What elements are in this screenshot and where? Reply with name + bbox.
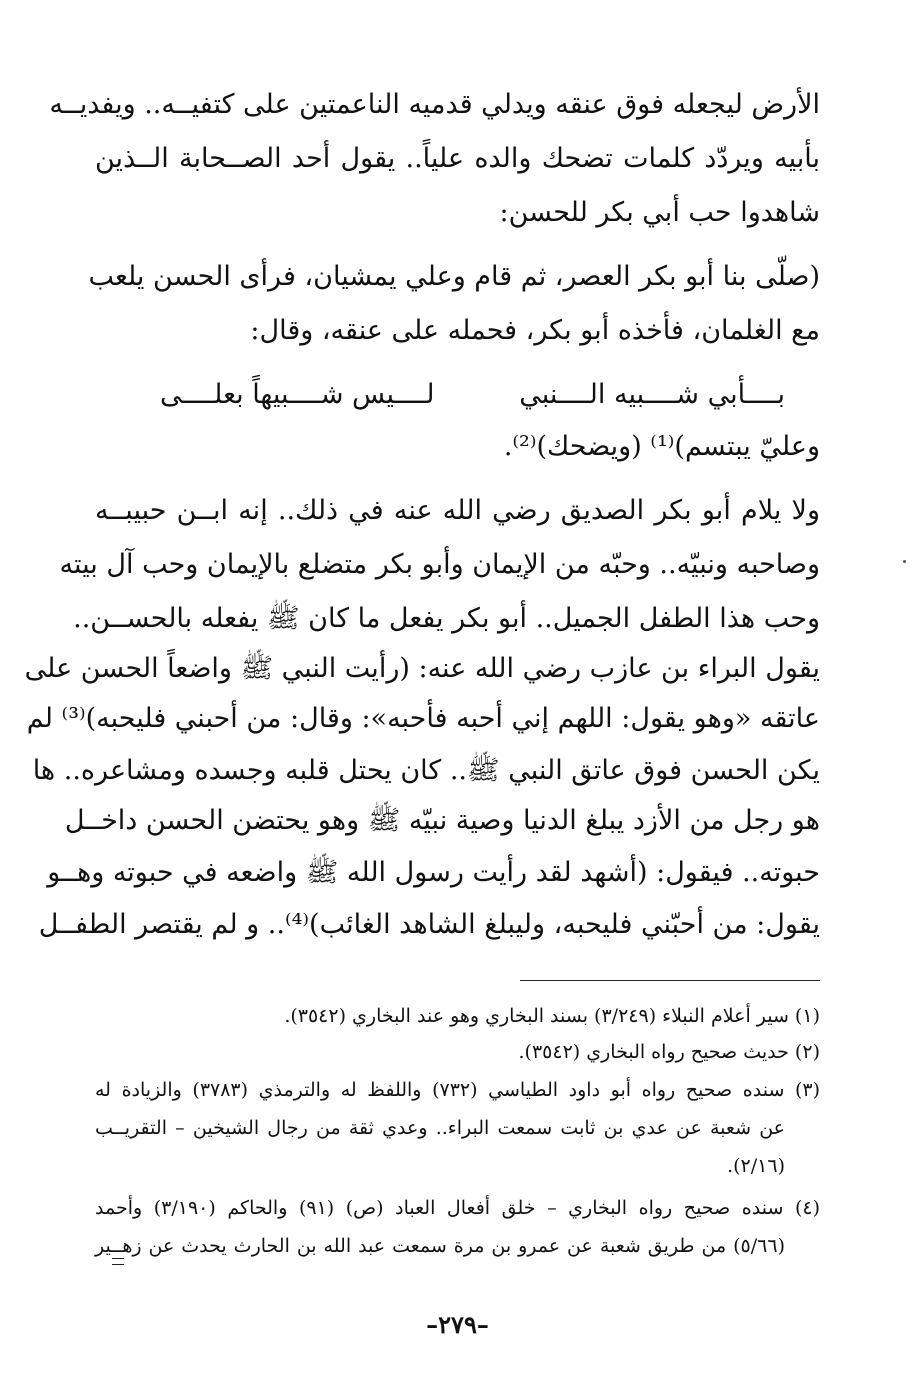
footnote-separator (520, 980, 820, 981)
footnote-line: (٥/٦٦) من طريق شعبة عن عمرو بن مرة سمعت عبد الله بن الحارث يحدث عن زهــير (95, 1235, 785, 1257)
body-line: يقول: من أحبّني فليحبه، وليبلغ الشاهد الغائب)⁽⁴⁾.. و لم يقتصر الطفــل (38, 909, 820, 940)
body-line: مع الغلمان، فأخذه أبو بكر، فحمله على عنقه، وقال: (250, 315, 820, 346)
body-line: بأبيه ويردّد كلمات تضحك والده علياً.. يقول أحد الصــحابة الــذين (95, 143, 820, 174)
verse-hemistich-first: بــــأبي شــــبيه الــــنبي (519, 379, 785, 410)
body-line: يقول البراء بن عازب رضي الله عنه: (رأيت النبي ﷺ واضعاً الحسن على (24, 653, 820, 684)
margin-dot (903, 560, 906, 563)
body-line: وحب هذا الطفل الجميل.. أبو بكر يفعل ما كان ﷺ يفعله بالحســن.. (73, 603, 820, 634)
body-line: شاهدوا حب أبي بكر للحسن: (499, 197, 820, 228)
footnote-line: (٢) حديث صحيح رواه البخاري (٣٥٤٢). (518, 1041, 820, 1063)
body-line: هو رجل من الأزد يبلغ الدنيا وصية نبيّه ﷺ وهو يحتضن الحسن داخــل (64, 805, 820, 836)
body-line: وصاحبه ونبيّه.. وحبّه من الإيمان وأبو بكر متضلع بالإيمان وحب آل بيته (59, 549, 820, 580)
verse-closing-line: وعليّ يبتسم)⁽¹⁾ (ويضحك)⁽²⁾. (503, 431, 820, 462)
verse-hemistich-second: لــــيس شــــبيهاً بعلــــى (160, 379, 435, 410)
continuation-mark (112, 1258, 124, 1265)
footnote-line: (١) سير أعلام النبلاء (٣/٢٤٩) بسند البخاري وهو عند البخاري (٣٥٤٢). (284, 1005, 820, 1027)
body-line: عاتقه «وهو يقول: اللهم إني أحبه فأحبه»: وقال: من أحبني فليحبه)⁽³⁾ لم (26, 703, 820, 734)
body-line: يكن الحسن فوق عاتق النبي ﷺ.. كان يحتل قلبه وجسده ومشاعره.. ها (32, 755, 820, 786)
body-line: ولا يلام أبو بكر الصديق رضي الله عنه في ذلك.. إنه ابــن حبيبــه (95, 495, 820, 526)
body-line: حبوته.. فيقول: (أشهد لقد رأيت رسول الله ﷺ واضعه في حبوته وهــو (47, 857, 820, 888)
body-line: (صلّى بنا أبو بكر العصر، ثم قام وعلي يمشيان، فرأى الحسن يلعب (88, 261, 820, 292)
page-number: –٢٧٩– (426, 1310, 489, 1339)
body-line: الأرض ليجعله فوق عنقه ويدلي قدميه الناعمتين على كتفيــه.. ويفديــه (49, 89, 820, 120)
footnote-line: (٣) سنده صحيح رواه أبو داود الطياسي (٧٣٢) واللفظ له والترمذي (٣٧٨٣) والزيادة له (95, 1079, 821, 1101)
footnote-line: عن شعبة عن عدي بن ثابت سمعت البراء.. وعدي ثقة من رجال الشيخين – التقريــب (95, 1117, 785, 1139)
footnote-line: (٢/١٦). (727, 1155, 785, 1177)
footnote-line: (٤) سنده صحيح رواه البخاري – خلق أفعال العباد (ص) (٩١) والحاكم (٣/١٩٠) وأحمد (95, 1197, 820, 1219)
